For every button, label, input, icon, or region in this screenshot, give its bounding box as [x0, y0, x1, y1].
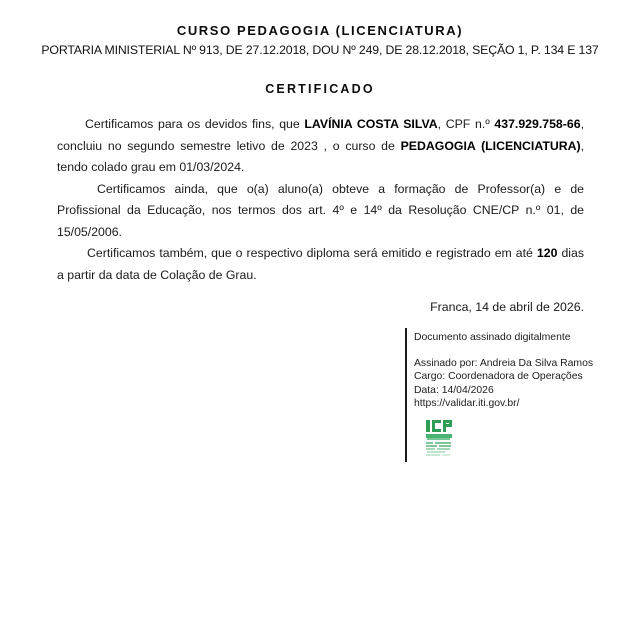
signature-heading: Documento assinado digitalmente	[414, 332, 571, 343]
p3-tail-text: dias a partir da data de Colação de Grau.	[57, 246, 584, 282]
certificate-body	[57, 114, 584, 286]
signature-validation-url[interactable]: https://validar.iti.gov.br/	[414, 398, 520, 410]
signature-role: Cargo: Coordenadora de Operações	[414, 371, 583, 383]
signature-signer: Assinado por: Andreia Da Silva Ramos	[414, 358, 594, 369]
signature-vertical-rule	[405, 328, 407, 462]
student-name: LAVÍNIA COSTA SILVA	[304, 117, 438, 131]
course-name: PEDAGOGIA (LICENCIATURA)	[400, 138, 581, 153]
cpf-label: , CPF n.º	[437, 117, 495, 131]
signature-date: Data: 14/04/2026	[414, 384, 494, 396]
signature-details	[414, 357, 604, 411]
p1-tail-text: , tendo colado grau em 01/03/2024.	[57, 138, 584, 174]
p1-lead-text: Certificamos para os devidos fins, que	[85, 117, 305, 131]
document-header	[0, 22, 640, 96]
p3-lead-text: Certificamos também, que o respectivo diploma será emitido e registrado em até	[87, 246, 537, 260]
certificate-heading: CERTIFICADO	[265, 82, 375, 96]
p1-middle-text: , concluiu no segundo semestre letivo de 2023 , o curso de	[57, 117, 584, 153]
course-title: CURSO PEDAGOGIA (LICENCIATURA)	[176, 23, 464, 38]
signature-content	[414, 331, 604, 411]
paragraph-conclusion	[57, 114, 584, 179]
paragraph-qualification: Certificamos ainda, que o(a) aluno(a) obteve a formação de Professor(a) e de Profissional da Educação, nos termos dos art. 4º e 14º da Resolução CNE/CP n.º 01, de 15/05/2006.	[57, 181, 584, 239]
paragraph-diploma	[57, 243, 584, 286]
icp-brasil-logo-icon	[423, 417, 458, 461]
diploma-days: 120	[536, 246, 558, 260]
digital-signature-stamp	[405, 328, 605, 464]
cpf-number: 437.929.758-66	[494, 117, 581, 131]
ministerial-ordinance-line: PORTARIA MINISTERIAL Nº 913, DE 27.12.2018, DOU Nº 249, DE 28.12.2018, SEÇÃO 1, P. 134 E 137	[41, 43, 599, 57]
place-and-date: Franca, 14 de abril de 2026.	[430, 300, 584, 314]
